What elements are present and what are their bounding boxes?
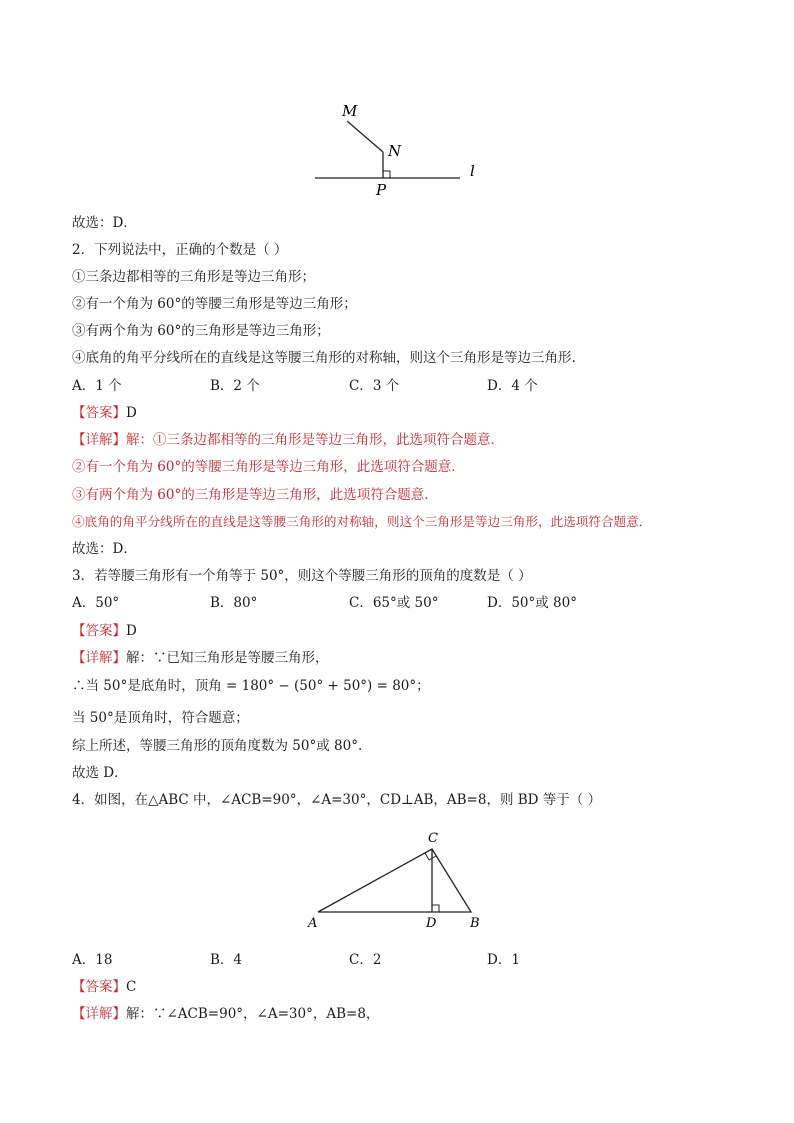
detail-text: 解：∵∠ACB=90°，∠A=30°，AB=8，: [126, 1006, 380, 1022]
segment-MN: [347, 121, 383, 152]
q2-detail-2: ②有一个角为 60°的等腰三角形是等边三角形，此选项符合题意．: [72, 459, 465, 475]
right-angle-mark: [383, 171, 390, 178]
q2-detail-1: [72, 431, 504, 449]
triangle-abc: [318, 849, 471, 912]
q3-option-a: A．50°: [72, 595, 120, 611]
q3-detail-2: ∴当 50°是底角时，顶角 = 180° − (50° + 50°) = 80°；: [72, 678, 430, 694]
q3-answer: [72, 622, 137, 640]
q3-conclusion: 故选 D．: [72, 765, 128, 781]
q3-detail-1: [72, 649, 329, 667]
label-B: B: [470, 916, 480, 931]
detail-label: 【详解】: [72, 432, 126, 448]
answer-label: 【答案】: [72, 979, 126, 995]
q2-statement-3: ③有两个角为 60°的三角形是等边三角形；: [72, 323, 330, 339]
q3-detail-4: 综上所述，等腰三角形的顶角度数为 50°或 80°.: [72, 738, 363, 754]
label-M: M: [342, 102, 358, 120]
right-angle-mark-d: [432, 905, 439, 912]
q2-option-a: A．1 个: [72, 378, 122, 394]
q4-option-d: D．1: [487, 952, 520, 968]
q2-option-b: B．2 个: [210, 378, 260, 394]
right-angle-mark-c: [425, 853, 436, 860]
q3-detail-3: 当 50°是顶角时，符合题意；: [72, 710, 249, 726]
q2-conclusion: 故选：D．: [72, 541, 137, 557]
q2-statement-1: ①三条边都相等的三角形是等边三角形；: [72, 269, 315, 285]
q2-statement-2: ②有一个角为 60°的等腰三角形是等边三角形；: [72, 296, 357, 312]
q3-option-c: C．65°或 50°: [349, 595, 439, 611]
q3-option-b: B．80°: [210, 595, 258, 611]
q2-detail-3: ③有两个角为 60°的三角形是等边三角形，此选项符合题意．: [72, 487, 438, 503]
q2-statement-4: ④底角的角平分线所在的直线是这等腰三角形的对称轴，则这个三角形是等边三角形.: [72, 350, 576, 366]
label-N: N: [388, 142, 402, 160]
label-A: A: [308, 916, 318, 931]
label-l: l: [470, 162, 475, 180]
q3-option-d: D．50°或 80°: [487, 595, 577, 611]
detail-label: 【详解】: [72, 650, 126, 666]
q2-answer: [72, 404, 137, 422]
q4-option-c: C．2: [349, 952, 382, 968]
answer-label: 【答案】: [72, 405, 126, 421]
q4-option-a: A．18: [72, 952, 113, 968]
q2-option-d: D．4 个: [487, 378, 538, 394]
answer-value: D: [126, 405, 137, 421]
q2-stem: 2．下列说法中，正确的个数是（ ）: [72, 242, 288, 258]
detail-text: 解：①三条边都相等的三角形是等边三角形，此选项符合题意．: [126, 432, 504, 448]
label-D: D: [426, 916, 437, 931]
q3-stem: 3．若等腰三角形有一个角等于 50°，则这个等腰三角形的顶角的度数是（ ）: [72, 568, 532, 584]
label-P: P: [376, 181, 387, 199]
q2-detail-4: ④底角的角平分线所在的直线是这等腰三角形的对称轴，则这个三角形是等边三角形，此选项符合题意．: [72, 514, 652, 529]
q4-answer: [72, 978, 136, 996]
detail-text: 解：∵已知三角形是等腰三角形，: [126, 650, 329, 666]
q4-detail-1: [72, 1005, 379, 1023]
label-C: C: [428, 831, 438, 846]
answer-value: C: [126, 979, 137, 995]
q4-stem: 4．如图，在△ABC 中，∠ACB=90°，∠A=30°，CD⊥AB，AB=8，则 BD 等于（ ）: [72, 792, 602, 808]
prev-conclusion: 故选：D．: [72, 215, 137, 231]
q4-option-b: B．4: [210, 952, 243, 968]
figure-triangle-abc: [300, 826, 500, 936]
figure-point-line: [300, 95, 500, 205]
answer-label: 【答案】: [72, 623, 126, 639]
answer-value: D: [126, 623, 137, 639]
q2-option-c: C．3 个: [349, 378, 400, 394]
detail-label: 【详解】: [72, 1006, 126, 1022]
